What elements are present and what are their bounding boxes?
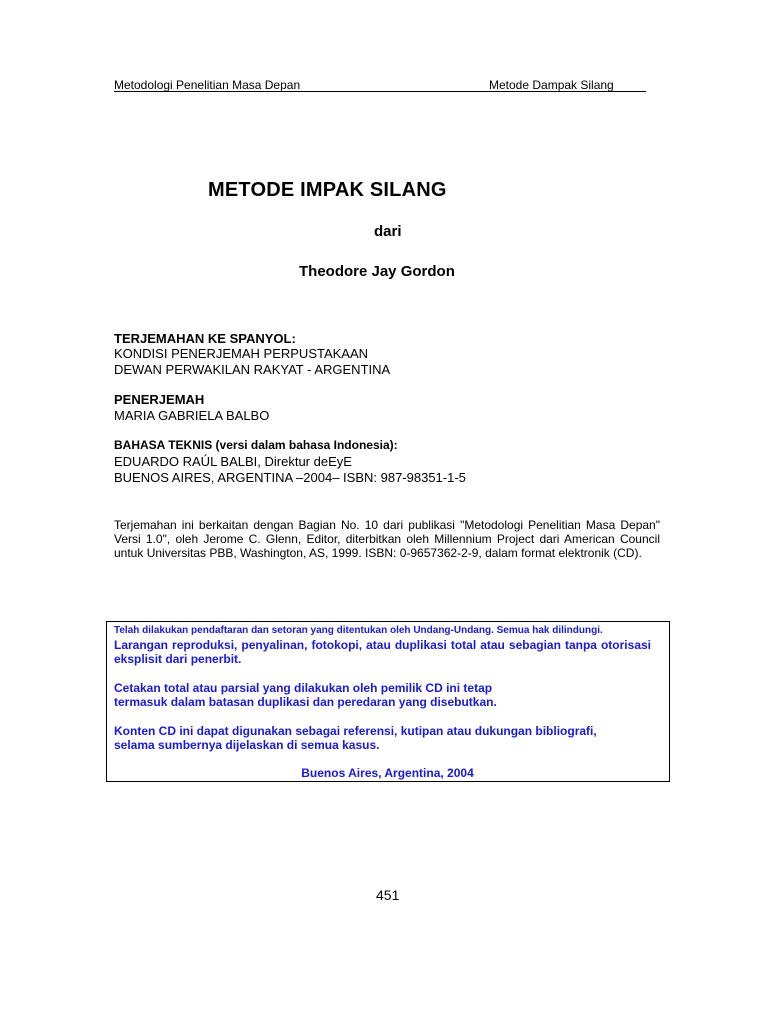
translation-line-2: DEWAN PERWAKILAN RAKYAT - ARGENTINA — [114, 362, 391, 377]
translation-line-1: KONDISI PENERJEMAH PERPUSTAKAAN — [114, 346, 369, 361]
author-name: Theodore Jay Gordon — [299, 263, 455, 280]
registration-notice: Telah dilakukan pendaftaran dan setoran yang ditentukan oleh Undang-Undang. Semua hak dilindungi. — [114, 625, 603, 636]
technical-heading: BAHASA TEKNIS (versi dalam bahasa Indonesia): — [114, 438, 398, 452]
byline: dari — [374, 223, 402, 240]
translator-heading: PENERJEMAH — [114, 392, 205, 407]
running-header-left: Metodologi Penelitian Masa Depan — [114, 78, 301, 92]
publication-note: Terjemahan ini berkaitan dengan Bagian No. 10 dari publikasi "Metodologi Penelitian Masa Depan" Versi 1.0", oleh Jerome C. Glenn, Editor, diterbitkan oleh Millennium Project dari American Council untuk Universitas PBB, Washington, AS, 1999. ISBN: 0-9657362-2-9, dalam format elektronik (CD). — [114, 518, 660, 560]
translator-name: MARIA GABRIELA BALBO — [114, 408, 270, 423]
reproduction-prohibition: Larangan reproduksi, penyalinan, fotokopi, atau duplikasi total atau sebagian tanpa otorisasi eksplisit dari penerbit. — [114, 638, 651, 666]
running-header-right: Metode Dampak Silang — [489, 78, 614, 92]
print-notice-line-2: termasuk dalam batasan duplikasi dan peredaran yang disebutkan. — [114, 695, 497, 709]
notice-place-date: Buenos Aires, Argentina, 2004 — [301, 766, 474, 780]
print-notice-line-1: Cetakan total atau parsial yang dilakukan oleh pemilik CD ini tetap — [114, 681, 493, 695]
header-rule — [114, 91, 646, 92]
document-title: METODE IMPAK SILANG — [208, 179, 447, 201]
usage-notice-line-2: selama sumbernya dijelaskan di semua kasus. — [114, 738, 380, 752]
technical-line-1: EDUARDO RAÚL BALBI, Direktur deEyE — [114, 454, 352, 469]
technical-line-2: BUENOS AIRES, ARGENTINA –2004– ISBN: 987-98351-1-5 — [114, 470, 466, 485]
translation-heading: TERJEMAHAN KE SPANYOL: — [114, 331, 296, 346]
page-number: 451 — [376, 887, 400, 903]
usage-notice-line-1: Konten CD ini dapat digunakan sebagai referensi, kutipan atau dukungan bibliografi, — [114, 724, 597, 738]
